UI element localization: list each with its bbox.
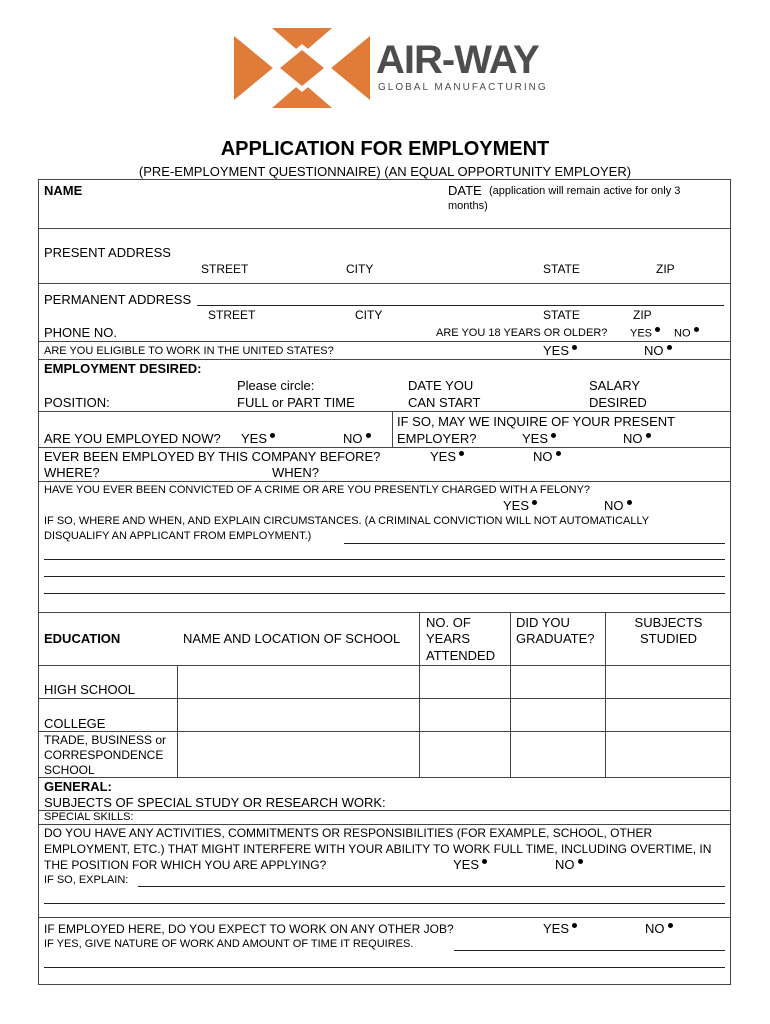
divider: [38, 481, 731, 482]
explain-field[interactable]: [140, 872, 725, 902]
years-header-2: YEARS: [426, 631, 471, 646]
airway-logo-icon: [234, 28, 374, 108]
college-row-label: COLLEGE: [44, 716, 106, 731]
divider: [419, 612, 420, 778]
school-header: NAME AND LOCATION OF SCHOOL: [183, 631, 401, 646]
college-graduate-field[interactable]: [515, 703, 601, 727]
college-years-field[interactable]: [424, 703, 506, 727]
radio-dot-icon: [270, 433, 275, 438]
employed-before-no-option[interactable]: [533, 449, 561, 464]
eligible-yes-label: YES: [543, 343, 570, 358]
crime-no-label: NO: [604, 498, 624, 513]
radio-dot-icon: [572, 923, 577, 928]
divider: [38, 359, 731, 360]
position-label: POSITION:: [44, 395, 110, 410]
activities-no-label: NO: [555, 857, 575, 872]
trade-school-row-label-2: CORRESPONDENCE: [44, 748, 164, 762]
divider: [38, 341, 731, 342]
graduate-header: DID YOU: [516, 615, 570, 630]
employed-before-yes-option[interactable]: [430, 449, 464, 464]
present-street-label: STREET: [201, 262, 249, 276]
employment-heading: EMPLOYMENT DESIRED:: [44, 361, 202, 376]
years-header-3: ATTENDED: [426, 648, 496, 663]
special-study-label: SUBJECTS OF SPECIAL STUDY OR RESEARCH WORK:: [44, 795, 386, 810]
general-heading: GENERAL:: [44, 779, 112, 794]
eligible-question: ARE YOU ELIGIBLE TO WORK IN THE UNITED STATES?: [44, 345, 334, 357]
radio-dot-icon: [459, 451, 464, 456]
divider: [38, 411, 731, 412]
inquire-question-2: EMPLOYER?: [397, 431, 477, 446]
salary-label-2: DESIRED: [589, 395, 647, 410]
employed-before-yes-label: YES: [430, 449, 457, 464]
phone-field[interactable]: [124, 325, 374, 341]
activities-yes-label: YES: [453, 857, 480, 872]
special-study-field[interactable]: [400, 795, 720, 810]
eligible-no-label: NO: [644, 343, 664, 358]
subjects-header-2: STUDIED: [639, 631, 698, 646]
employed-now-no-label: NO: [343, 431, 363, 446]
logo-company-name: AIR-WAY: [376, 38, 539, 82]
full-part-time-option[interactable]: FULL or PART TIME: [237, 395, 355, 410]
radio-dot-icon: [646, 433, 651, 438]
crime-yes-label: YES: [503, 498, 530, 513]
age-yes-label: YES: [630, 327, 653, 340]
divider: [177, 665, 178, 778]
crime-explain-line: [344, 543, 725, 544]
employed-before-no-label: NO: [533, 449, 553, 464]
divider: [392, 411, 393, 448]
divider: [38, 824, 731, 825]
trade-graduate-field[interactable]: [515, 740, 601, 768]
company-logo: [234, 28, 548, 110]
education-header: EDUCATION: [44, 631, 121, 646]
logo-subtitle: GLOBAL MANUFACTURING: [378, 82, 548, 93]
date-start-label-2: CAN START: [408, 395, 481, 410]
permanent-address-line: [197, 305, 724, 306]
radio-dot-icon: [572, 345, 577, 350]
other-job-question: IF EMPLOYED HERE, DO YOU EXPECT TO WORK ON ANY OTHER JOB?: [44, 922, 454, 936]
employed-now-yes-option[interactable]: [241, 431, 275, 446]
other-job-line: [44, 967, 725, 968]
other-job-no-label: NO: [645, 921, 665, 936]
other-job-detail-field[interactable]: [456, 936, 725, 966]
trade-name-field[interactable]: [182, 740, 414, 768]
radio-dot-icon: [667, 345, 672, 350]
crime-explain-text-2: DISQUALIFY AN APPLICANT FROM EMPLOYMENT.): [44, 530, 312, 542]
explain-label: IF SO, EXPLAIN:: [44, 874, 129, 886]
divider: [38, 731, 731, 732]
divider: [38, 777, 731, 778]
when-field[interactable]: [324, 465, 484, 480]
radio-dot-icon: [655, 327, 660, 332]
trade-school-row-label: TRADE, BUSINESS or: [44, 733, 167, 747]
activities-question-3: THE POSITION FOR WHICH YOU ARE APPLYING?: [44, 858, 327, 872]
special-skills-field[interactable]: [146, 811, 720, 824]
high-school-years-field[interactable]: [424, 670, 506, 694]
radio-dot-icon: [551, 433, 556, 438]
high-school-subjects-field[interactable]: [610, 670, 726, 694]
divider: [38, 698, 731, 699]
radio-dot-icon: [694, 327, 699, 332]
college-name-field[interactable]: [182, 703, 414, 727]
other-job-yes-label: YES: [543, 921, 570, 936]
where-label: WHERE?: [44, 465, 100, 480]
present-city-label: CITY: [346, 262, 374, 276]
permanent-address-label: PERMANENT ADDRESS: [44, 292, 192, 307]
divider: [38, 228, 731, 229]
date-field[interactable]: [510, 204, 710, 222]
special-skills-label: SPECIAL SKILLS:: [44, 811, 134, 823]
employed-now-question: ARE YOU EMPLOYED NOW?: [44, 431, 221, 446]
phone-label: PHONE NO.: [44, 325, 117, 340]
date-start-label: DATE YOU: [408, 378, 474, 393]
salary-field[interactable]: [652, 395, 722, 411]
trade-years-field[interactable]: [424, 740, 506, 768]
divider: [510, 612, 511, 778]
salary-label: SALARY: [589, 378, 641, 393]
page-subtitle: (PRE-EMPLOYMENT QUESTIONNAIRE) (AN EQUAL OPPORTUNITY EMPLOYER): [138, 164, 632, 179]
present-zip-label: ZIP: [656, 262, 675, 276]
crime-explain-field[interactable]: [44, 545, 725, 593]
permanent-city-label: CITY: [355, 308, 383, 322]
age-no-option[interactable]: [674, 327, 699, 340]
high-school-graduate-field[interactable]: [515, 670, 601, 694]
years-header: NO. OF: [426, 615, 471, 630]
other-job-yes-option[interactable]: [543, 921, 577, 936]
where-field[interactable]: [104, 465, 264, 480]
inquire-yes-option[interactable]: [522, 431, 556, 446]
age-yes-option[interactable]: [630, 327, 660, 340]
inquire-no-option[interactable]: [623, 431, 651, 446]
other-job-detail-label: IF YES, GIVE NATURE OF WORK AND AMOUNT OF TIME IT REQUIRES.: [44, 938, 414, 950]
page-title: APPLICATION FOR EMPLOYMENT: [220, 138, 550, 160]
radio-dot-icon: [366, 433, 371, 438]
divider: [38, 917, 731, 918]
crime-question: HAVE YOU EVER BEEN CONVICTED OF A CRIME OR ARE YOU PRESENTLY CHARGED WITH A FELONY?: [44, 484, 591, 496]
permanent-zip-label: ZIP: [633, 308, 652, 322]
inquire-no-label: NO: [623, 431, 643, 446]
date-note-2: months): [448, 200, 488, 212]
inquire-yes-label: YES: [522, 431, 549, 446]
divider: [38, 612, 731, 613]
explain-line: [44, 903, 725, 904]
permanent-street-label: STREET: [208, 308, 256, 322]
crime-yes-option[interactable]: [503, 498, 537, 513]
radio-dot-icon: [556, 451, 561, 456]
crime-no-option[interactable]: [604, 498, 632, 513]
activities-no-option[interactable]: [555, 857, 583, 872]
inquire-question: IF SO, MAY WE INQUIRE OF YOUR PRESENT: [397, 414, 676, 429]
subjects-header: SUBJECTS: [634, 615, 703, 630]
name-field[interactable]: [44, 200, 434, 220]
radio-dot-icon: [482, 859, 487, 864]
present-state-label: STATE: [543, 262, 580, 276]
radio-dot-icon: [668, 923, 673, 928]
crime-explain-line: [44, 593, 725, 594]
date-note: (application will remain active for only 3: [489, 185, 681, 197]
please-circle-label: Please circle:: [237, 378, 315, 393]
divider: [38, 447, 731, 448]
radio-dot-icon: [578, 859, 583, 864]
activities-question: DO YOU HAVE ANY ACTIVITIES, COMMITMENTS OR RESPONSIBILITIES (FOR EXAMPLE, SCHOOL, OTHER: [44, 826, 653, 840]
divider: [38, 665, 731, 666]
radio-dot-icon: [532, 500, 537, 505]
activities-yes-option[interactable]: [453, 857, 487, 872]
activities-question-2: EMPLOYMENT, ETC.) THAT MIGHT INTERFERE WITH YOUR ABILITY TO WORK FULL TIME, INCLUDING OVERTIME, IN: [44, 842, 712, 856]
high-school-row-label: HIGH SCHOOL: [44, 682, 136, 697]
employed-now-yes-label: YES: [241, 431, 268, 446]
graduate-header-2: GRADUATE?: [516, 631, 595, 646]
trade-school-row-label-3: SCHOOL: [44, 763, 95, 777]
crime-explain-text: IF SO, WHERE AND WHEN, AND EXPLAIN CIRCUMSTANCES. (A CRIMINAL CONVICTION WILL NOT AUTOMATICALLY: [44, 515, 650, 527]
position-field[interactable]: [118, 395, 228, 411]
permanent-state-label: STATE: [543, 308, 580, 322]
employed-before-question: EVER BEEN EMPLOYED BY THIS COMPANY BEFORE?: [44, 449, 381, 464]
trade-subjects-field[interactable]: [610, 740, 726, 768]
permanent-address-field[interactable]: [200, 290, 720, 305]
college-subjects-field[interactable]: [610, 703, 726, 727]
eligible-yes-option[interactable]: [543, 343, 577, 358]
date-label: DATE: [448, 183, 482, 198]
age-no-label: NO: [674, 327, 691, 340]
employed-now-no-option[interactable]: [343, 431, 371, 446]
divider: [38, 283, 731, 284]
high-school-name-field[interactable]: [182, 670, 414, 694]
present-address-field[interactable]: [180, 245, 720, 261]
age-question: ARE YOU 18 YEARS OR OLDER?: [436, 327, 608, 339]
start-date-field[interactable]: [478, 395, 578, 411]
when-label: WHEN?: [272, 465, 319, 480]
radio-dot-icon: [627, 500, 632, 505]
eligible-no-option[interactable]: [644, 343, 672, 358]
present-address-label: PRESENT ADDRESS: [44, 245, 171, 260]
name-label: NAME: [44, 183, 83, 198]
other-job-no-option[interactable]: [645, 921, 673, 936]
